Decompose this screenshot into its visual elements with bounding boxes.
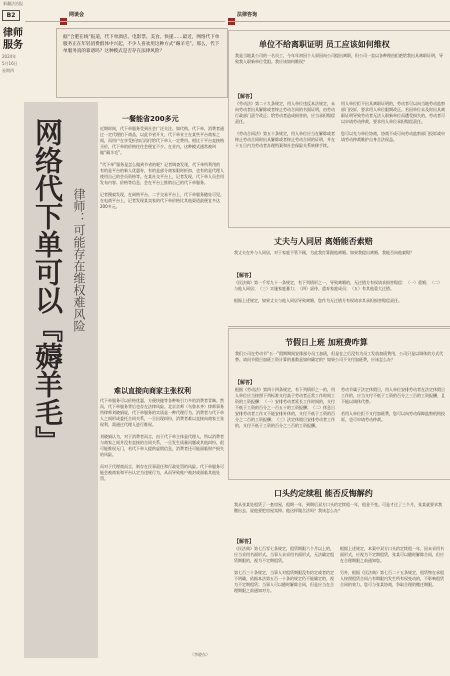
qa3-answer-col2: 劳动节属于法定休假日，用人单位安排劳动者在法定休假日工作的，应当支付不低于工资的百分之三百的工资报酬，且不能以调休代替。 若用人单位拒不支付加班费，您可以向劳动保障监察机构投诉，也可申请劳动仲裁。 — [341, 387, 445, 422]
qa1-answer-label: 【解答】 — [235, 94, 256, 100]
qa1-answer-col1: 《劳动法》第二十九条规定，用人单位违反本法规定，未向劳动者出具解除或者终止劳动合同的书面证明，由劳动行政部门责令改正；给劳动者造成损害的，应当承担赔偿责任。 《劳动合同法》第五十条规定，用人单位应当在解除或者终止劳动合同时出具解除或者终止劳动合同的证明，并在十五日内为劳动者办理档案和社会保险关系转移手续。 — [235, 101, 335, 148]
newspaper-name: 新疆法治报 — [3, 1, 23, 6]
qa-block-2 — [228, 228, 450, 324]
qa4-answer-col2: 根据上述规定，本案中双方口头约定续租一年，因未采用书面形式，应视为不定期租赁，张某可以随时解除合同，但应在合理期限之前通知您。 另外，根据《民法典》第七百二十五条规定，租赁物在承租人按照租赁合同占有期限内发生所有权变动的，不影响租赁合同的效力。您可与张某协商，争取合理的搬迁期限。 — [340, 546, 444, 587]
qa2-answer-label: 【解答】 — [234, 273, 255, 279]
intro-box — [56, 28, 228, 98]
qa4-answer-col1: 《民法典》第七百零七条规定，租赁期限六个月以上的，应当采用书面形式。当事人未采用书面形式，无法确定租赁期限的，视为不定期租赁。 第七百三十条规定，当事人对租赁期限没有约定或者约定不明确，依据本法第五百一十条的规定仍不能确定的，视为不定期租赁；当事人可以随时解除合同，但是应当在合理期限之前通知对方。 — [234, 546, 334, 593]
qa2-question: 我丈夫在外与人同居，对于家庭不管不顾，为此我打算跟他离婚。如果我提出离婚，我能否向他索赔？ — [234, 250, 414, 255]
qa3-answer-col1: 根据《劳动法》第四十四条规定，有下列情形之一的，用人单位应当按照下列标准支付高于劳动者正常工作时间工资的工资报酬：（一）安排劳动者延长工作时间的，支付不低于工资的百分之一百五十的工资报酬；（二）休息日安排劳动者工作又不能安排补休的，支付不低于工资的百分之二百的工资报酬；（三）法定休假日安排劳动者工作的，支付不低于工资的百分之三百的工资报酬。 — [235, 387, 335, 428]
article-body-2: 代下单服务可以价格优惠，方便快捷等各种吸引力多的消费者青睐。然而，代下单服务背后也存在法律风险。北京京师（乌鲁木齐）律师事务所律师刘晓娟说，代下单服务的实质是一种代理行为，消费者与代下单人之间形成委托合同关系，一旦出现纠纷，消费者难以直接向商家主张权利，需通过代理人进行维权。 刘晓娟认为，对于消费者而言，由于代下单主体是代理人，所以消费者与商家之间并没有直接的合同关系，一旦发生质量问题或其他纠纷，很可能维权无门，若代下单人提供虚假信息，消费者还可能面临财产损失的风险。 而对于代理商而言，则存在民事责任和行政处罚的风险。代下单服务可能会被商家和平台认定为违规行为，从而导致账户被封或面临其他处罚。 — [100, 398, 224, 481]
qa2-title: 丈夫与人同居 离婚能否索赔 — [274, 237, 373, 246]
section-name-2: 服务 — [3, 40, 23, 51]
issue-date-2: 5月16日 — [2, 61, 18, 66]
qa4-title: 口头约定续租 能否反悔解约 — [274, 489, 373, 498]
column-label-left-text: 网谈会 — [69, 12, 85, 18]
weekday: 星期四 — [2, 68, 14, 73]
qa4-answer-label: 【解答】 — [234, 539, 255, 545]
qa3-title: 节假日上班 加班费咋算 — [285, 338, 368, 347]
article-subhead-2: 难以直接向商家主张权利 — [114, 387, 191, 395]
qa-block-3 — [228, 328, 450, 480]
qa1-question: 我是当地某公司的一名员工，今年年初因个人原因向公司提出离职，但公司一直以各种理由拒绝给我出具离职证明，导致我入职新单位受阻。我应该如何维权？ — [235, 53, 443, 64]
article-body-1: 近期时间，代下单服务受到社会广泛关注。如代购、代下单，消费者通过一定代理拍下商品，以此节省开支，代下单业主在某些平台商家之间，而用户在享受折扣后再付给代下单人一定费用。相比于平台直接购买价，代下单的价格往往会便宜不少。在业内，这种模式通常被叫做“薅羊毛”。 “代下单”服务是怎么做到节省的呢？记者调查发现，代下单所利用的有的是平台的新人优惠券，有的是部分商家限时折扣，也有的是代理人使用自己的会员资格等。在某社交平台上，记者发现，代下单人员会用发布内容、价格等信息，会在平台上推销自己的代下单服务。 记者搜索发现，在网购平台、二手交易平台上，代下单服务随处可见。在电商平台上，记者发现某卖家的代下单价格比其他渠道最便宜多达200多元。 — [100, 126, 224, 209]
qa2-answer: 《民法典》第一千零九十一条规定，有下列情形之一，导致离婚的，无过错方有权请求损害赔偿：（一）重婚；（二）与他人同居；（三）实施家庭暴力；（四）虐待、遗弃家庭成员；（五）有其他重大过错。 根据上述规定，如果丈夫与他人同居导致离婚，您作为无过错方有权请求其承担损害赔偿责任。 — [234, 280, 442, 303]
intro-text: 据“合肥在线”报道，代下单酒店、电影票、美食、快递……最近，网络代下单服务正在年轻消费群体中兴起，不少人喜欢用这种方式“薅羊毛”。那么，代下单服务真的靠谱吗？这种模式是否存在法律风险？ — [63, 35, 220, 54]
article-byline: （李晓东） — [190, 652, 210, 657]
qa1-answer-col2: 用人单位拒不出具离职证明的，劳动者可以向当地劳动监察部门投诉，要求用人单位限期改正。若因单位未及时出具离职证明导致劳动者无法入职新单位而遭受损失的，劳动者可以申请劳动仲裁，要求用人单位承担赔偿责任。 您可以先与单位协商，协商不成可向劳动监察部门投诉或申请劳动仲裁维护自身合法权益。 — [341, 101, 445, 142]
article-subhead-1: 一餐能省200多元 — [122, 115, 179, 123]
section-name-1: 律师 — [3, 28, 23, 39]
column-label-right-text: 法律咨询 — [237, 12, 258, 18]
qa-block-1 — [228, 30, 450, 228]
section-strip — [0, 8, 24, 98]
issue-date: 2024年 — [2, 54, 17, 59]
qa3-question: 我们公司在劳动节“五一”假期期间安排部分员工加班，但是在之后没有为员工发放加班费用，公司只是以调休的方式代替。请问节假日加班工资计算的基数是如何确定的？如果公司不支付加班费，应该怎么办？ — [235, 351, 444, 362]
main-title: 网络代下单可以『薅羊毛』 — [31, 118, 64, 454]
section-code: B2 — [2, 10, 20, 21]
qa3-answer-label: 【解答】 — [235, 380, 256, 386]
main-subtitle: 律师：可能存在维权难风险 — [72, 188, 86, 332]
qa4-question: 我从张某处租赁了一套房屋，租期一年，到期后双方口头约定续租一年，租金不变。可是才过了三个月，张某就要求我搬出去，说他要把房屋卖掉。他这样做合法吗？我该怎么办？ — [234, 502, 442, 513]
left-article — [100, 100, 225, 664]
qa-block-4 — [228, 482, 450, 672]
qa1-title: 单位不给离职证明 员工应该如何维权 — [259, 40, 390, 49]
